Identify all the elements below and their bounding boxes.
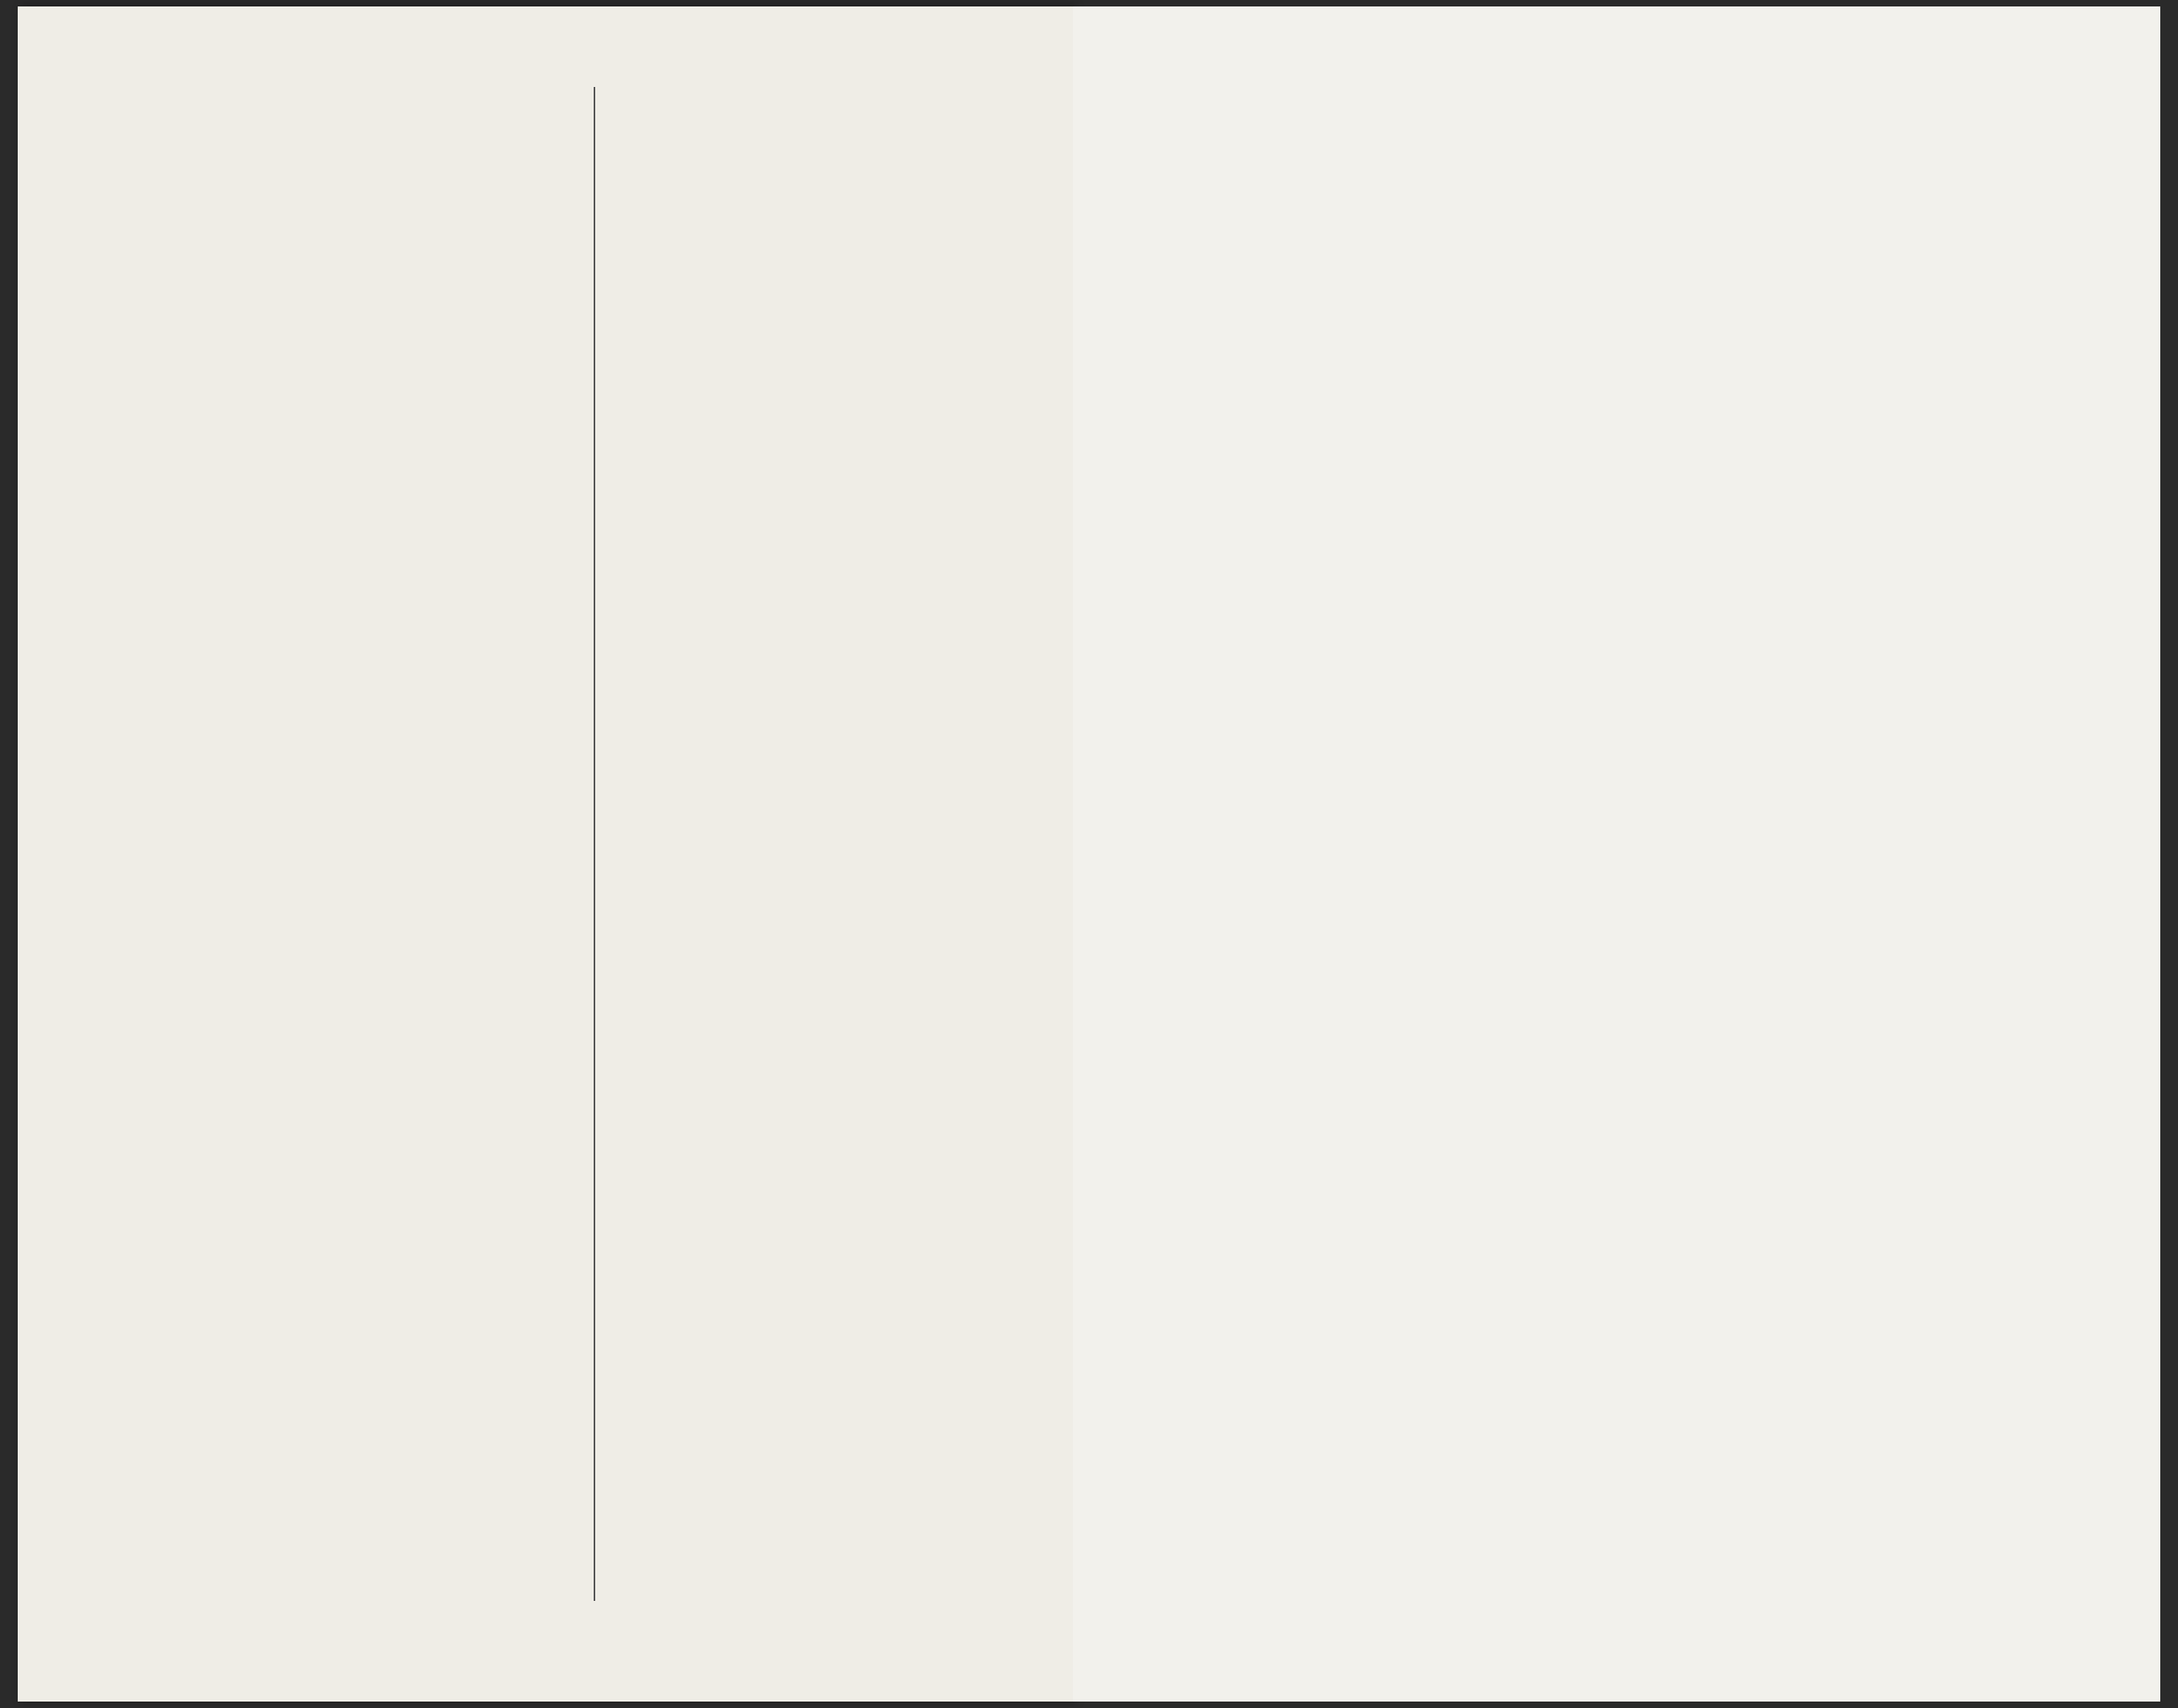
census-form-table bbox=[1073, 79, 2011, 1516]
column-divider bbox=[594, 87, 595, 1601]
left-page bbox=[18, 6, 1073, 1702]
right-page bbox=[1073, 6, 2160, 1702]
